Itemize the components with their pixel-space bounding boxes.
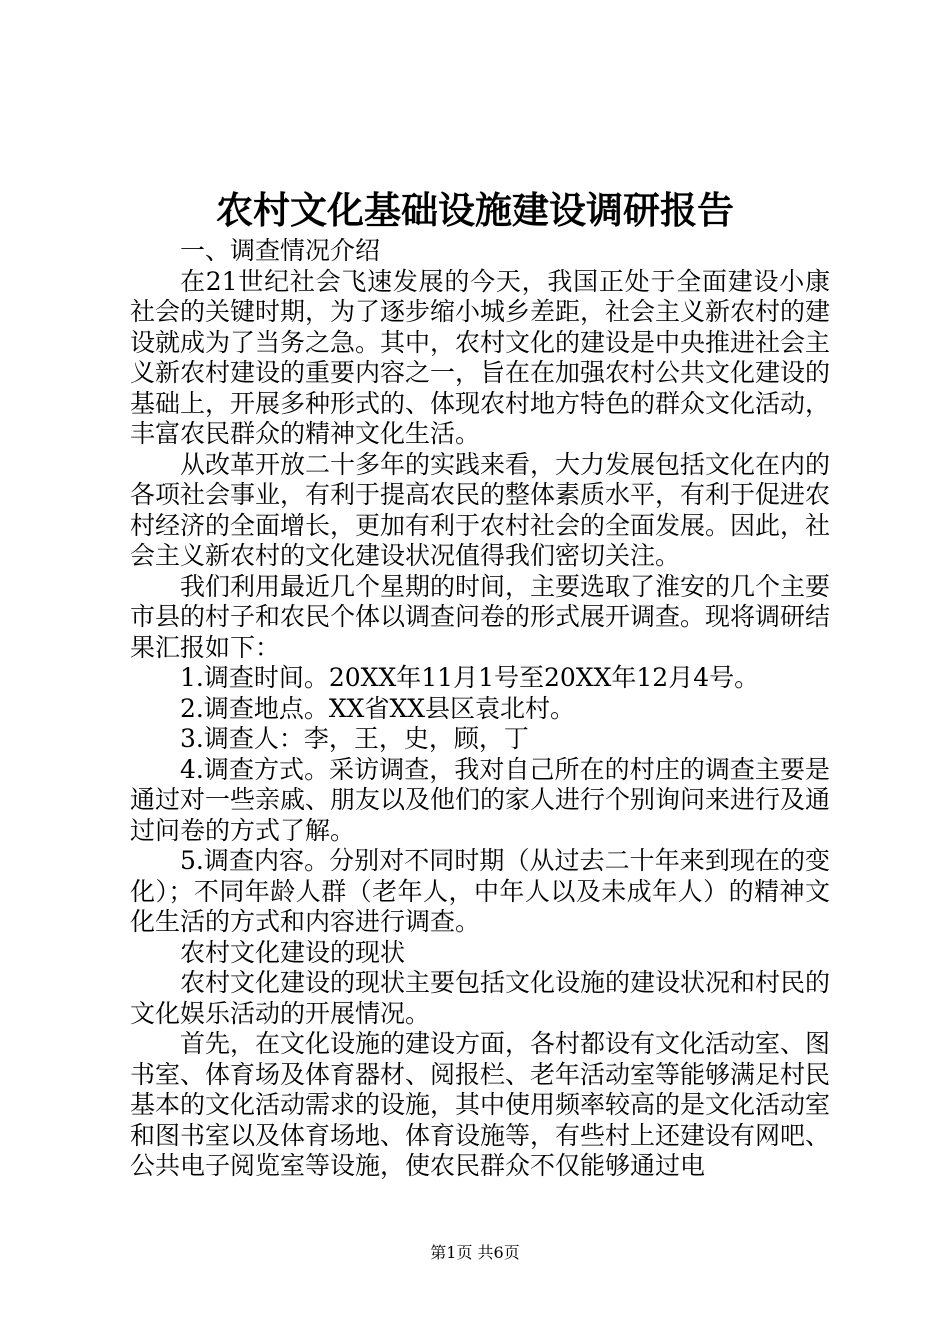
- page-footer: 第1页 共6页: [430, 1243, 520, 1262]
- list-item: 3.调查人：李，王，史，顾，丁: [180, 724, 529, 753]
- section-heading: 一、调查情况介绍: [180, 236, 381, 265]
- list-item: 1.调查时间。20XX年11月1号至20XX年12月4号。: [180, 663, 760, 692]
- paragraph: 农村文化建设的现状主要包括文化设施的建设状况和村民的文化娱乐活动的开展情况。: [130, 968, 831, 1028]
- list-item: 5.调查内容。分别对不同时期（从过去二十年来到现在的变化）；不同年龄人群（老年人，中年人以及未成年人）的精神文化生活的方式和内容进行调查。: [130, 846, 830, 936]
- list-item: 2.调查地点。XX省XX县区袁北村。: [180, 693, 576, 723]
- document-body: [130, 236, 830, 1182]
- paragraph: 首先，在文化设施的建设方面，各村都设有文化活动室、图书室、体育场及体育器材、阅报栏、老年活动室等能够满足村民基本的文化活动需求的设施，其中使用频率较高的是文化活动室和图书室以及体育场地、体育设施等，有些村上还建设有网吧、公共电子阅览室等设施，使农民群众不仅能够通过电: [130, 1029, 831, 1180]
- document-title: 农村文化基础设施建设调研报告: [216, 188, 734, 232]
- paragraph: 在21世纪社会飞速发展的今天，我国正处于全面建设小康社会的关键时期，为了逐步缩小城乡差距，社会主义新农村的建设就成为了当务之急。其中，农村文化的建设是中央推进社会主义新农村建设的重要内容之一，旨在在加强农村公共文化建设的基础上，开展多种形式的、体现农村地方特色的群众文化活动，丰富农民群众的精神文化生活。: [130, 266, 831, 448]
- paragraph: 我们利用最近几个星期的时间，主要选取了淮安的几个主要市县的村子和农民个体以调查问卷的形式展开调查。现将调研结果汇报如下：: [130, 571, 831, 662]
- paragraph: 从改革开放二十多年的实践来看，大力发展包括文化在内的各项社会事业，有利于提高农民的整体素质水平，有利于促进农村经济的全面增长，更加有利于农村社会的全面发展。因此，社会主义新农村的文化建设状况值得我们密切关注。: [130, 449, 831, 570]
- list-item: 4.调查方式。采访调查，我对自己所在的村庄的调查主要是通过对一些亲戚、朋友以及他们的家人进行个别询问来进行及通过问卷的方式了解。: [130, 754, 831, 845]
- section-heading: 农村文化建设的现状: [180, 937, 406, 967]
